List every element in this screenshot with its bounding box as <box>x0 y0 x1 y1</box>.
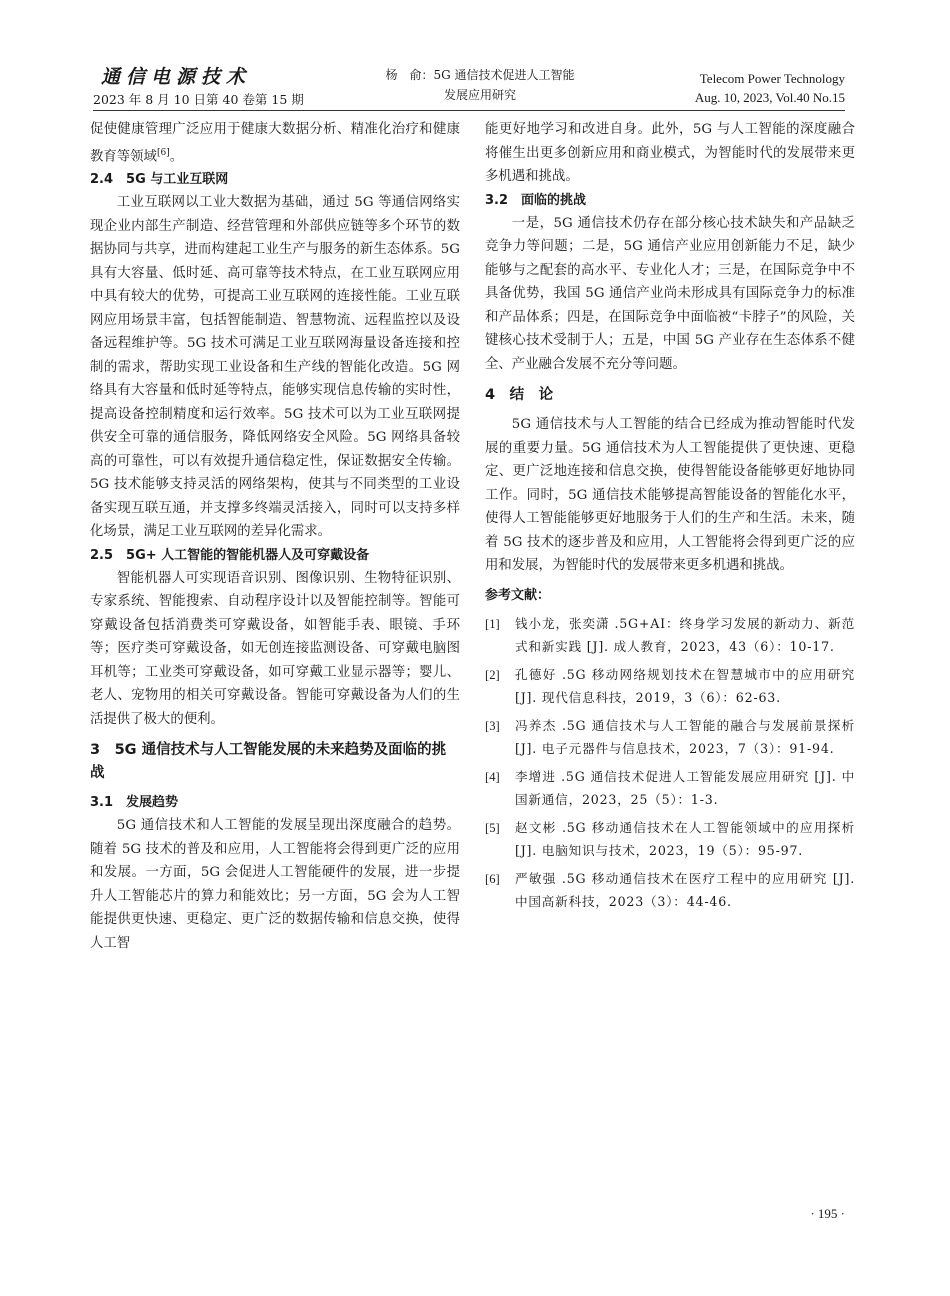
reference-item <box>485 664 855 709</box>
paragraph: 5G 通信技术和人工智能的发展呈现出深度融合的趋势。随着 5G 技术的普及和应用，人工智能将会得到更广泛的应用和发展。一方面，5G 会促进人工智能硬件的发展，进一步提升人工智能芯片的算力和能效比；另一方面，5G 会为人工智能提供更快速、更稳定、更广泛的数据传输和信息交换，使得人工智 <box>90 818 460 951</box>
reference-text: 冯养杰 .5G 通信技术与人工智能的融合与发展前景探析 [J]. 电子元器件与信息技术，2023，7（3）：91-94. <box>515 718 855 756</box>
reference-text: 李增进 .5G 通信技术促进人工智能发展应用研究 [J]. 中国新通信，2023，25（5）：1-3. <box>515 769 855 807</box>
section-heading-3-2: 3.2 面临的挑战 <box>485 192 587 208</box>
paragraph: 工业互联网以工业大数据为基础，通过 5G 等通信网络实现企业内部生产制造、经营管理和外部供应链等多个环节的数据协同与共享，进而构建起工业生产与服务的新生态体系。5G 具有大容量、低时延、高可靠等技术特点，在工业互联网应用中具有较大的优势，可提高工业互联网的连接性能。工业互联网应用场景丰富，包括智能制造、智慧物流、远程监控以及设备远程维护等。5G 技术可满足工业互联网海量设备连接和控制的需求，帮助实现工业设备和生产线的智能化改造。5G 网络具有大容量和低时延等特点，能够实现信息传输的实时性，提高设备控制精度和运行效率。5G 技术可以为工业互联网提供安全可靠的通信服务，降低网络安全风险。5G 网络具备较高的可靠性，可以有效提升通信稳定性，保证数据安全传输。5G 技术能够支持灵活的网络架构，使其与不同类型的工业设备实现互联互通，并支撑多终端灵活接入，同时可以支持多样化场景，满足工业互联网的差异化需求。 <box>90 195 460 540</box>
running-title-line2: 发展应用研究 <box>443 88 516 102</box>
section-heading-3: 3 5G 通信技术与人工智能发展的未来趋势及面临的挑战 <box>90 742 447 782</box>
paragraph-end: 。 <box>169 148 184 164</box>
journal-name-en: Telecom Power Technology <box>699 71 845 86</box>
reference-item <box>485 766 855 811</box>
paragraph: 一是，5G 通信技术仍存在部分核心技术缺失和产品缺乏竞争力等问题；二是，5G 通信产业应用创新能力不足，缺少能够与之配套的高水平、专业化人才；三是，在国际竞争中不具备优势，我国 5G 通信产业尚未形成具有国际竞争力的标准和产品体系；四是，在国际竞争中面临被“卡脖子”的风险，关键核心技术受制于人；五是，中国 5G 产业存在生态体系不健全、产业融合发展不充分等问题。 <box>485 215 855 372</box>
paragraph: 5G 通信技术与人工智能的结合已经成为推动智能时代发展的重要力量。5G 通信技术为人工智能提供了更快速、更稳定、更广泛地连接和信息交换，使得智能设备能够更好地协同工作。同时，5G 通信技术能够提高智能设备的智能化水平，使得人工智能能够更好地服务于人们的生产和生活。未来，随着 5G 技术的逐步普及和应用，人工智能将会得到更广泛的应用和发展，为智能时代的发展带来更多机遇和挑战。 <box>485 417 855 573</box>
reference-text: 孔德好 .5G 移动网络规划技术在智慧城市中的应用研究 [J]. 现代信息科技，2019，3（6）：62-63. <box>515 667 855 705</box>
running-title-line1: 杨 俞：5G 通信技术促进人工智能 <box>385 68 575 82</box>
references-title: 参考文献： <box>485 587 551 603</box>
issue-date-en: Aug. 10, 2023, Vol.40 No.15 <box>694 90 845 105</box>
right-column <box>485 118 855 919</box>
paragraph-text: 促使健康管理广泛应用于健康大数据分析、精准化治疗和健康教育等领域 <box>90 122 460 164</box>
paragraph: 能更好地学习和改进自身。此外，5G 与人工智能的深度融合将催生出更多创新应用和商业模式，为智能时代的发展带来更多机遇和挑战。 <box>485 122 855 184</box>
reference-number: [4] <box>485 770 500 784</box>
citation: [6] <box>156 147 170 158</box>
reference-number: [2] <box>485 668 500 682</box>
paragraph: 智能机器人可实现语音识别、图像识别、生物特征识别、专家系统、智能搜索、自动程序设计以及智能控制等。智能可穿戴设备包括消费类可穿戴设备，如智能手表、眼镜、手环等；医疗类可穿戴设备，如无创连接监测设备、可穿戴电脑图耳机等；工业类可穿戴设备，如可穿戴工业显示器等；婴儿、老人、宠物用的相关可穿戴设备。智能可穿戴设备为人们的生活提供了极大的便利。 <box>90 570 460 727</box>
section-heading-2-4: 2.4 5G 与工业互联网 <box>90 172 229 188</box>
running-title <box>365 65 595 105</box>
reference-number: [3] <box>485 719 500 733</box>
page-header <box>93 62 845 108</box>
reference-text: 钱小龙，张奕潇 .5G+AI：终身学习发展的新动力、新范式和新实践 [J]. 成人教育，2023，43（6）：10-17. <box>515 616 855 654</box>
reference-text: 严敏强 .5G 移动通信技术在医疗工程中的应用研究 [J]. 中国高新科技，2023（3）：44-46. <box>515 871 855 909</box>
reference-item <box>485 868 855 913</box>
reference-number: [6] <box>485 872 500 886</box>
left-column <box>90 118 460 955</box>
section-heading-3-1: 3.1 发展趋势 <box>90 795 179 811</box>
reference-item <box>485 817 855 862</box>
reference-item <box>485 613 855 658</box>
page-number: · 195 · <box>810 1206 845 1221</box>
reference-number: [5] <box>485 821 500 835</box>
reference-item <box>485 715 855 760</box>
section-heading-4: 4 结 论 <box>485 387 554 403</box>
reference-number: [1] <box>485 617 500 631</box>
paragraph <box>90 118 460 168</box>
section-heading-2-5: 2.5 5G+ 人工智能的智能机器人及可穿戴设备 <box>90 547 370 563</box>
journal-name-cn: 通信电源技术 <box>101 66 252 88</box>
reference-text: 赵文彬 .5G 移动通信技术在人工智能领域中的应用探析 [J]. 电脑知识与技术，2023，19（5）：95-97. <box>515 820 855 858</box>
header-divider <box>93 110 845 111</box>
issue-date-cn: 2023 年 8 月 10 日第 40 卷第 15 期 <box>93 92 304 107</box>
